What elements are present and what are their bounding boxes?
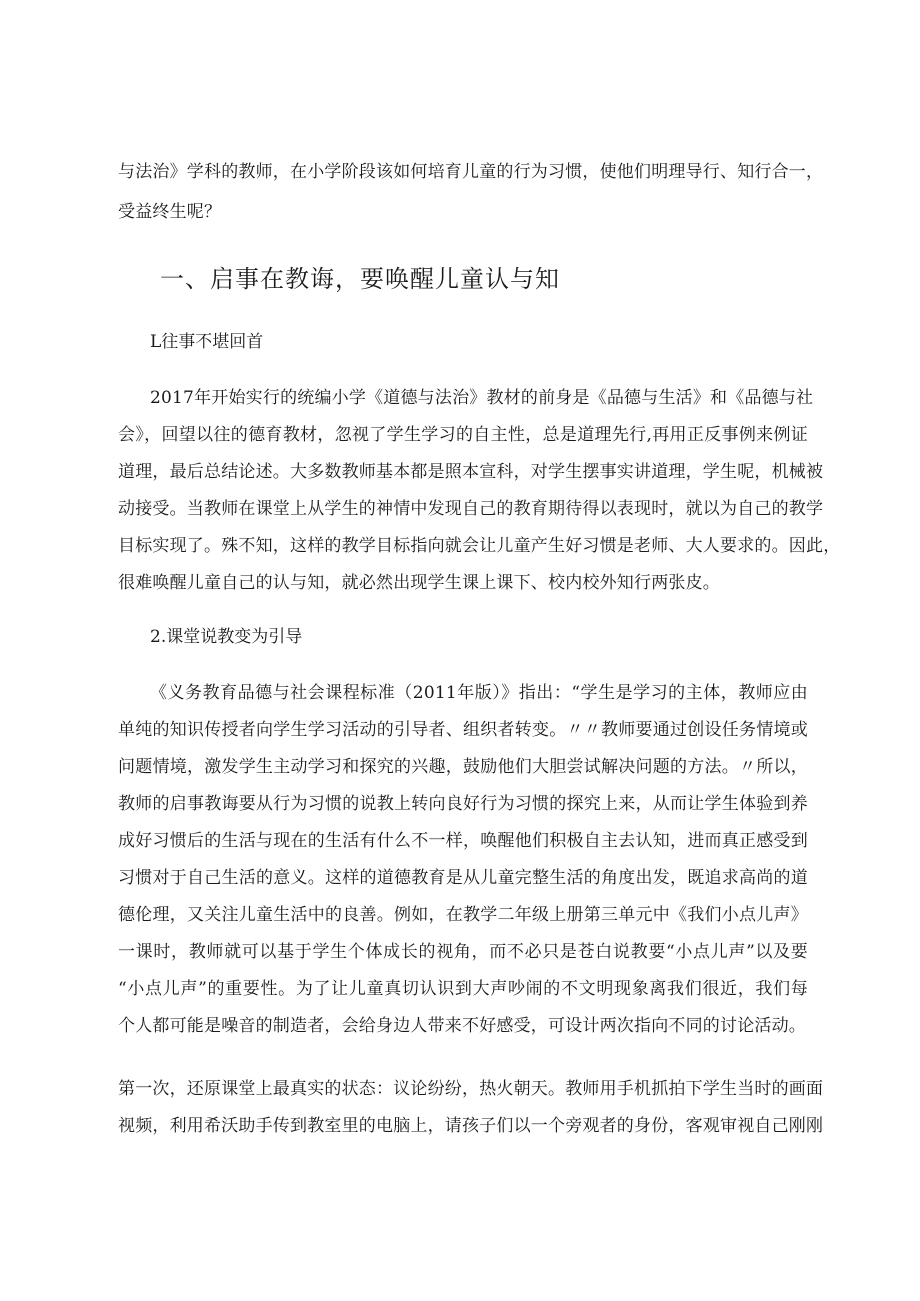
intro-line-1: 与法治》学科的教师，在小学阶段该如何培育儿童的行为习惯，使他们明理导行、知行合一， [118,162,824,182]
paragraph-2-line-1: 《义务教育品德与社会课程标准（2011年版）》指出：“学生是学习的主体，教师应由 [150,683,808,703]
paragraph-2-line-5: 成好习惯后的生活与现在的生活有什么不一样，唤醒他们积极自主去认知，进而真正感受到 [118,831,808,851]
paragraph-1-line-6: 很难唤醒儿童自己的认与知，就必然出现学生课上课下、校内校外知行两张皮。 [118,573,720,593]
paragraph-1-line-4: 动接受。当教师在课堂上从学生的神情中发现自己的教育期待得以表现时，就以为自己的教学 [118,499,824,519]
paragraph-2-line-10: 个人都可能是噪音的制造者，会给身边人带来不好感受，可设计两次指向不同的讨论活动。 [118,1016,806,1036]
paragraph-1-line-2: 会》，回望以往的德育教材，忽视了学生学习的自主性，总是道理先行,再用正反事例来例证 [118,425,808,445]
intro-line-2: 受益终生呢？ [118,202,222,222]
paragraph-3-line-2: 视频，利用希沃助手传到教室里的电脑上，请孩子们以一个旁观者的身份，客观审视自己刚刚 [118,1116,824,1136]
section-heading: 一、启事在教诲，要唤醒儿童认与知 [160,265,560,293]
paragraph-1-line-3: 道理，最后总结论述。大多数教师基本都是照本宣科，对学生摆事实讲道理，学生呢，机械被 [118,462,824,482]
paragraph-3-line-1: 第一次，还原课堂上最真实的状态：议论纷纷，热火朝天。教师用手机抓拍下学生当时的画面 [118,1079,824,1099]
paragraph-2-line-3: 问题情境，激发学生主动学习和探究的兴趣，鼓励他们大胆尝试解决问题的方法。〃所以， [118,757,808,777]
subheading-2: 2.课堂说教变为引导 [150,627,303,647]
paragraph-2-line-2: 单纯的知识传授者向学生学习活动的引导者、组织者转变。〃〃教师要通过创设任务情境或 [118,720,808,740]
paragraph-1-line-5: 目标实现了。殊不知，这样的教学目标指向就会让儿童产生好习惯是老师、大人要求的。因此， [118,536,841,556]
paragraph-2-line-9: “小点儿声”的重要性。为了让儿童真切认识到大声吵闹的不文明现象离我们很近，我们每 [118,979,808,999]
paragraph-2-line-7: 德伦理，又关注儿童生活中的良善。例如，在教学二年级上册第三单元中《我们小点儿声》 [118,905,808,925]
paragraph-2-line-8: 一课时，教师就可以基于学生个体成长的视角，而不必只是苍白说教要“小点儿声”以及要 [118,942,808,962]
paragraph-2-line-4: 教师的启事教诲要从行为习惯的说教上转向良好行为习惯的探究上来，从而让学生体验到养 [118,794,808,814]
subheading-1: L往事不堪回首 [150,332,264,352]
paragraph-2-line-6: 习惯对于自己生活的意义。这样的道德教育是从儿童完整生活的角度出发，既追求高尚的道 [118,868,808,888]
paragraph-1-line-1: 2017年开始实行的统编小学《道德与法治》教材的前身是《品德与生活》和《品德与社 [150,388,814,408]
